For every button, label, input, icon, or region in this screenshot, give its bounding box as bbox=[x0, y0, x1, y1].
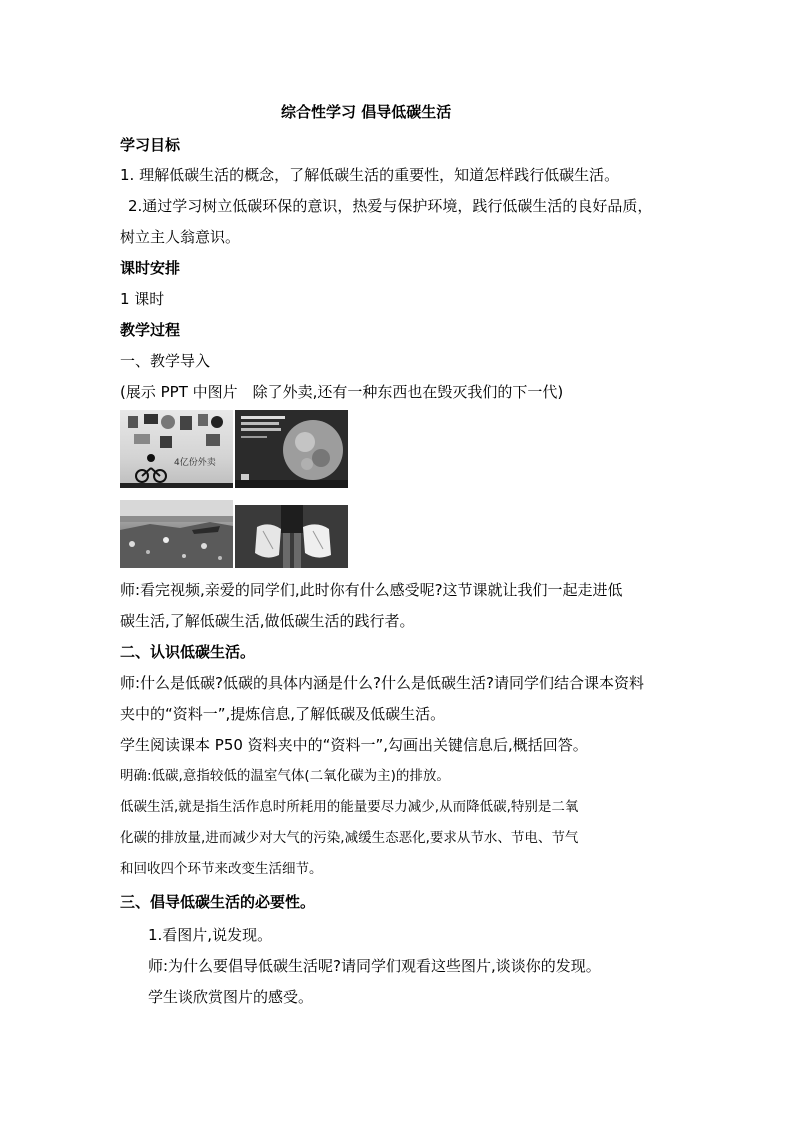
process-heading: 教学过程 bbox=[120, 321, 181, 339]
plastic-bags-image bbox=[235, 505, 348, 568]
student-1: 学生阅读课本 P50 资料夹中的“资料一”,勾画出关键信息后,概括回答。 bbox=[120, 736, 588, 754]
teacher-2-line-1: 师:什么是低碳?低碳的具体内涵是什么?什么是低碳生活?请同学们结合课本资料 bbox=[120, 674, 644, 692]
takeout-trash-image bbox=[120, 410, 233, 488]
item-1: 1.看图片,说发现。 bbox=[148, 926, 273, 944]
plastic-ball-image bbox=[235, 410, 348, 488]
teacher-3: 师:为什么要倡导低碳生活呢?请同学们观看这些图片,谈谈你的发现。 bbox=[148, 957, 601, 975]
section-1-note: (展示 PPT 中图片 除了外卖,还有一种东西也在毁灭我们的下一代) bbox=[120, 383, 564, 401]
polluted-shore-image bbox=[120, 500, 233, 568]
clarify-text: 明确:低碳,意指较低的温室气体(二氧化碳为主)的排放。 bbox=[120, 768, 450, 784]
goals-heading: 学习目标 bbox=[120, 136, 181, 154]
lowcarbon-line-2: 化碳的排放量,进而减少对大气的污染,减缓生态恶化,要求从节水、节电、节气 bbox=[120, 830, 579, 846]
section-3-heading: 三、倡导低碳生活的必要性。 bbox=[120, 893, 316, 911]
goal-1: 1. 理解低碳生活的概念，了解低碳生活的重要性，知道怎样践行低碳生活。 bbox=[120, 166, 620, 184]
section-1-heading: 一、教学导入 bbox=[120, 352, 211, 370]
page-title: 综合性学习 倡导低碳生活 bbox=[281, 103, 452, 121]
schedule-value: 1 课时 bbox=[120, 290, 165, 308]
student-2: 学生谈欣赏图片的感受。 bbox=[148, 988, 314, 1006]
goal-2-line-2: 树立主人翁意识。 bbox=[120, 228, 241, 246]
section-2-heading: 二、认识低碳生活。 bbox=[120, 643, 256, 661]
teacher-2-line-2: 夹中的“资料一”,提炼信息,了解低碳及低碳生活。 bbox=[120, 705, 446, 723]
takeout-caption: 4亿份外卖 bbox=[174, 458, 216, 468]
schedule-heading: 课时安排 bbox=[120, 259, 181, 277]
lowcarbon-line-1: 低碳生活,就是指生活作息时所耗用的能量要尽力减少,从而降低碳,特别是二氧 bbox=[120, 799, 579, 815]
teacher-1-line-1: 师:看完视频,亲爱的同学们,此时你有什么感受呢?这节课就让我们一起走进低 bbox=[120, 581, 623, 599]
teacher-1-line-2: 碳生活,了解低碳生活,做低碳生活的践行者。 bbox=[120, 612, 415, 630]
lowcarbon-line-3: 和回收四个环节来改变生活细节。 bbox=[120, 861, 323, 877]
goal-2-line-1: 2.通过学习树立低碳环保的意识，热爱与保护环境，践行低碳生活的良好品质， bbox=[128, 197, 653, 215]
